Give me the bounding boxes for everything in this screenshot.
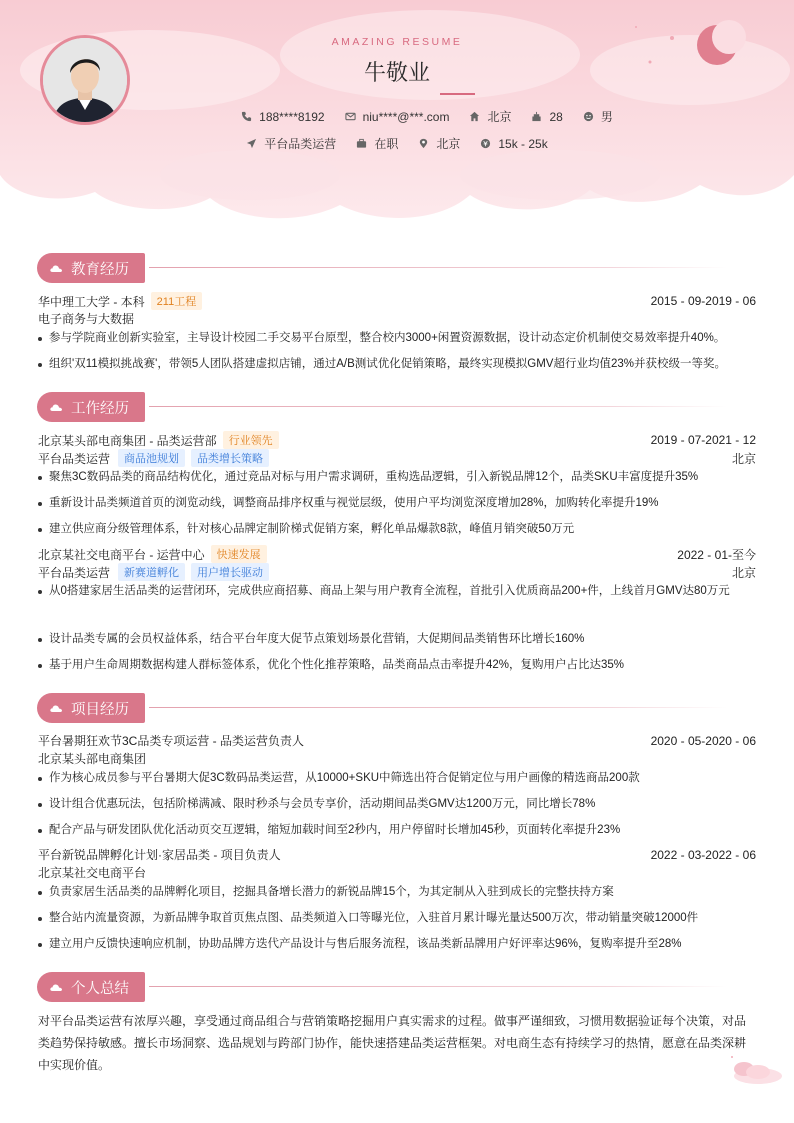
skill-tags (112, 563, 269, 581)
face-icon (583, 111, 594, 122)
home-icon (469, 111, 480, 122)
candidate-name: 牛敬业 (363, 60, 430, 85)
age-text: 28 (549, 109, 563, 124)
summary-text: 对平台品类运营有浓厚兴趣，享受通过商品组合与营销策略挖掘用户真实需求的过程。做事严谨细致，习惯用数据验证每个决策，对品类趋势保持敏感。擅长市场洞察、选品规划与跨部门协作，能快速搭建品类运营框架。对电商生态有持续学习的热情，愿意在品类深耕中实现价值。 (38, 1014, 747, 1072)
section-divider (149, 406, 727, 407)
skill-tag: 商品池规划 (118, 449, 185, 467)
project-period: 2022 - 03-2022 - 06 (650, 847, 756, 862)
money-icon (480, 138, 491, 149)
list-item: 聚焦3C数码品类的商品结构优化，通过竞品对标与用户需求调研，重构选品逻辑，引入新锐品牌12个，品类SKU丰富度提升35% (38, 468, 756, 487)
project-header-row (38, 732, 756, 749)
company-name: 北京某头部电商集团 - 品类运营部 (38, 433, 217, 448)
section-summary (37, 972, 727, 1002)
project-header-row (38, 846, 756, 863)
education-major-row (38, 310, 756, 327)
job-header-row (38, 545, 756, 563)
email-text: niu****@***.com (362, 109, 450, 124)
contact-age (531, 110, 562, 124)
project-org: 北京某头部电商集团 (38, 752, 147, 766)
list-item: 配合产品与研发团队优化活动页交互逻辑，缩短加载时间至2秒内，用户停留时长增加45秒，页面转化率提升23% (38, 821, 756, 840)
project-title: 平台暑期狂欢节3C品类专项运营 - 品类运营负责人 (38, 734, 305, 748)
phone-text: 188****8192 (259, 109, 325, 124)
section-divider (149, 267, 727, 268)
company-tag: 快速发展 (211, 545, 267, 563)
section-title: 教育经历 (71, 261, 129, 278)
project-period: 2020 - 05-2020 - 06 (650, 733, 756, 748)
list-item: 设计组合优惠玩法，包括阶梯满减、限时秒杀与会员专享价，活动期间品类GMV达1200万元，同比增长78% (38, 795, 756, 814)
contact-row (0, 108, 794, 125)
list-item: 设计品类专属的会员权益体系，结合平台年度大促节点策划场景化营销，大促期间品类销售环比增长160% (38, 630, 756, 649)
resume-header (0, 0, 794, 240)
job-period: 2019 - 07-2021 - 12 (650, 433, 756, 447)
education-header-row (38, 292, 756, 310)
school-name: 华中理工大学 - 本科 (38, 294, 145, 309)
company-tag: 行业领先 (223, 431, 279, 449)
resume-tagline: AMAZING RESUME (331, 36, 463, 48)
position-text: 平台品类运营 (264, 137, 337, 151)
skill-tag: 品类增长策略 (191, 449, 269, 467)
section-title-pill (37, 392, 145, 422)
job-role: 平台品类运营 (38, 565, 111, 580)
job-city: 北京 (731, 451, 756, 466)
school-tag: 211工程 (151, 292, 203, 310)
mail-icon (345, 111, 356, 122)
section-title-pill (37, 972, 145, 1002)
list-item: 建立用户反馈快速响应机制，协助品牌方迭代产品设计与售后服务流程，该品类新品牌用户好评率达96%，复购率提升至28% (38, 935, 756, 954)
cloud-icon (49, 402, 63, 412)
job-intent-row (0, 135, 794, 152)
cloud-icon (49, 982, 63, 992)
education-period: 2015 - 09-2019 - 06 (650, 294, 756, 308)
contact-gender (583, 108, 613, 125)
intent-position (246, 135, 336, 152)
cloud-icon (49, 263, 63, 273)
list-item: 作为核心成员参与平台暑期大促3C数码品类运营，从10000+SKU中筛选出符合促销定位与用户画像的精选商品200款 (38, 769, 756, 788)
contact-email (345, 110, 450, 124)
section-education (37, 253, 727, 283)
list-item: 负责家居生活品类的品牌孵化项目，挖掘具备增长潜力的新锐品牌15个，为其定制从入驻到成长的完整扶持方案 (38, 883, 756, 902)
project-org-row (38, 864, 756, 881)
section-work (37, 392, 727, 422)
job-city: 北京 (731, 565, 756, 580)
job-role-row (38, 563, 756, 581)
location-icon (418, 138, 429, 149)
gender-text: 男 (600, 110, 613, 124)
send-icon (246, 138, 257, 149)
list-item: 基于用户生命周期数据构建人群标签体系，优化个性化推荐策略，品类商品点击率提升42%，复购用户占比达35% (38, 656, 756, 675)
salary-text: 15k - 25k (498, 136, 548, 151)
decorative-cloud-icon (728, 1056, 784, 1086)
status-text: 在职 (374, 137, 399, 151)
cake-icon (531, 111, 542, 122)
intent-salary (480, 137, 547, 151)
briefcase-icon (356, 138, 367, 149)
section-title: 项目经历 (71, 701, 129, 718)
list-item: 建立供应商分级管理体系，针对核心品牌定制阶梯式促销方案，孵化单品爆款8款，峰值月销突破50万元 (38, 520, 756, 539)
skill-tag: 用户增长驱动 (191, 563, 269, 581)
section-projects (37, 693, 727, 723)
intent-status (356, 135, 398, 152)
list-item: 参与学院商业创新实验室，主导设计校园二手交易平台原型，整合校内3000+闲置资源数据，设计动态定价机制使交易效率提升40%。 (38, 329, 756, 348)
job-header-row (38, 431, 756, 449)
section-title: 工作经历 (71, 400, 129, 417)
phone-icon (241, 111, 252, 122)
job-role-row (38, 449, 756, 467)
section-divider (149, 986, 727, 987)
job-role: 平台品类运营 (38, 451, 111, 466)
project-title: 平台新锐品牌孵化计划·家居品类 - 项目负责人 (38, 848, 281, 862)
list-item: 整合站内流量资源，为新品牌争取首页焦点图、品类频道入口等曝光位，入驻首月累计曝光量达500万次，带动销量突破12000件 (38, 909, 756, 928)
section-title-pill (37, 693, 145, 723)
skill-tag: 新赛道孵化 (118, 563, 185, 581)
skill-tags (112, 449, 269, 467)
city-text: 北京 (436, 137, 461, 151)
project-org: 北京某社交电商平台 (38, 866, 147, 880)
project-org-row (38, 750, 756, 767)
list-item: 从0搭建家居生活品类的运营闭环，完成供应商招募、商品上架与用户教育全流程，首批引入优质商品200+件，上线首月GMV达80万元 (38, 582, 756, 601)
intent-city (418, 135, 460, 152)
contact-home (469, 108, 511, 125)
hometown-text: 北京 (487, 110, 512, 124)
name-underline (440, 93, 475, 95)
cloud-icon (49, 703, 63, 713)
section-title: 个人总结 (71, 980, 129, 997)
contact-phone (241, 110, 324, 124)
company-name: 北京某社交电商平台 - 运营中心 (38, 547, 205, 562)
list-item: 组织'双11模拟挑战赛'，带领5人团队搭建虚拟店铺，通过A/B测试优化促销策略，最终实现模拟GMV超行业均值23%并获校级一等奖。 (38, 355, 756, 374)
list-item: 重新设计品类频道首页的浏览动线，调整商品排序权重与视觉层级，使用户平均浏览深度增加28%，加购转化率提升19% (38, 494, 756, 513)
job-period: 2022 - 01-至今 (677, 547, 756, 562)
section-title-pill (37, 253, 145, 283)
section-divider (149, 707, 727, 708)
major-name: 电子商务与大数据 (38, 312, 135, 326)
